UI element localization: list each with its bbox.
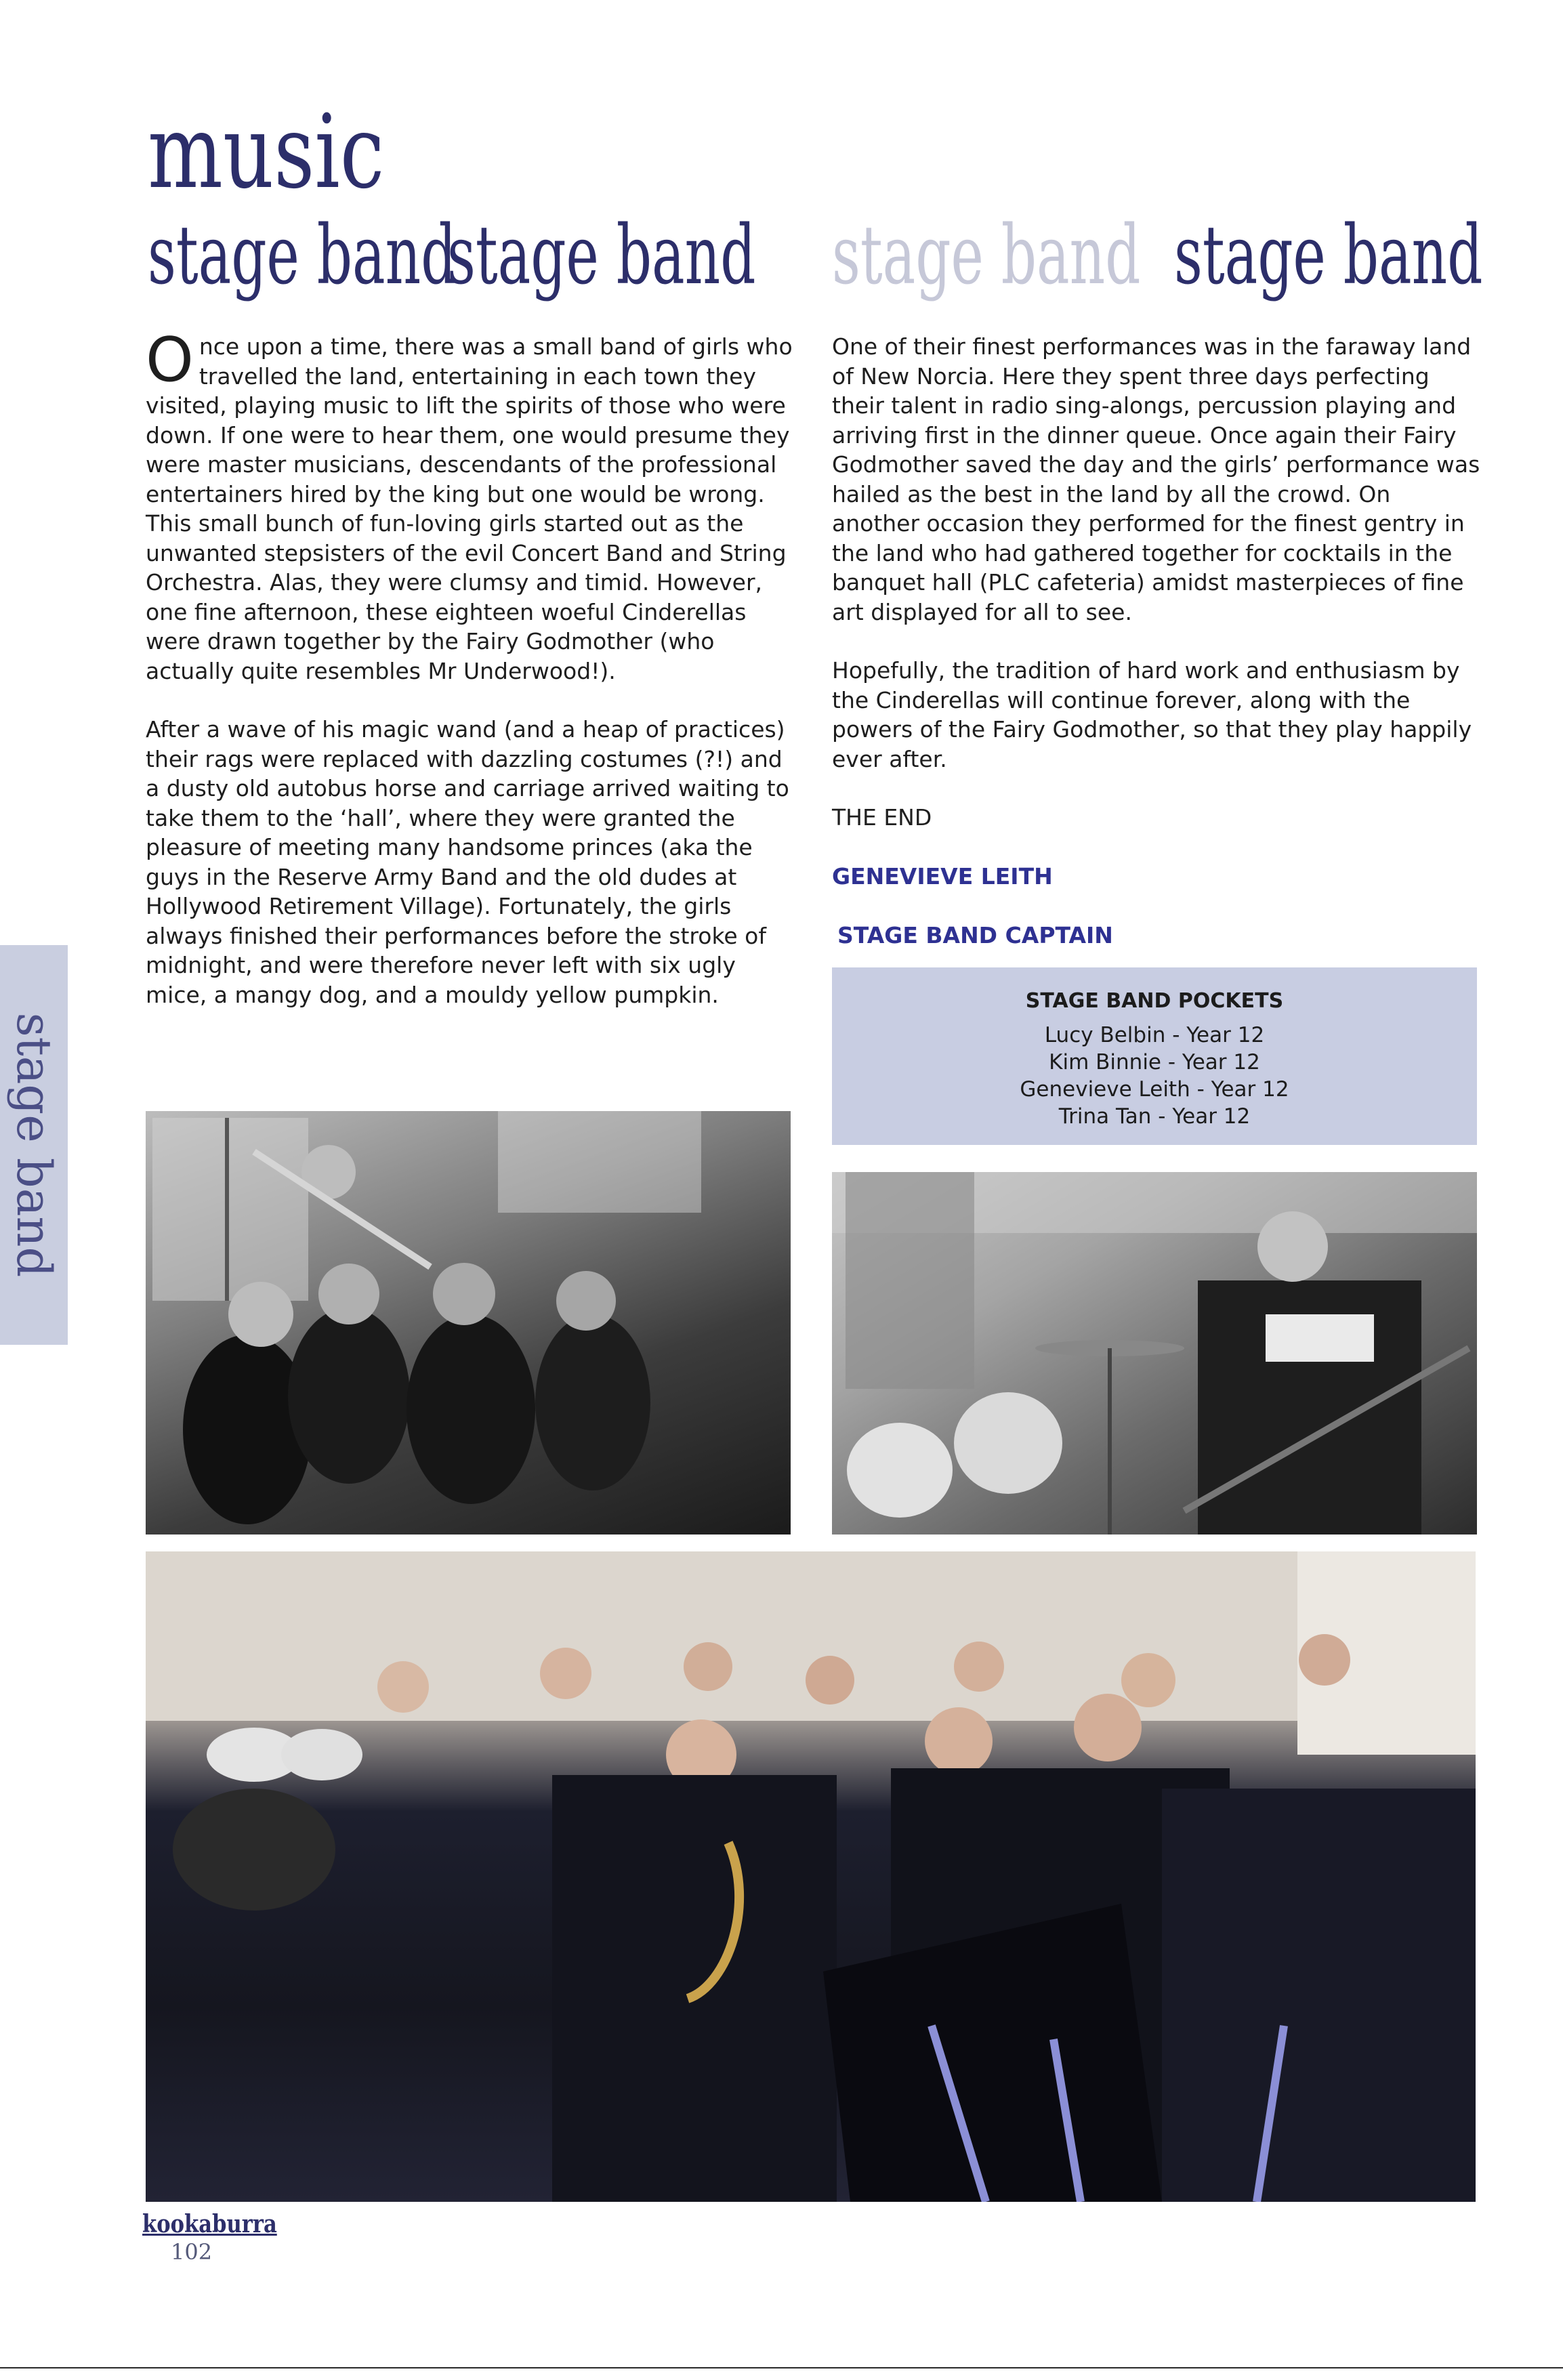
photo-rhythm-section	[832, 1172, 1477, 1535]
section-title: music	[148, 93, 385, 211]
side-tab-text: stage band	[6, 1012, 62, 1278]
article-paragraph: After a wave of his magic wand (and a heap of practices) their rags were replaced with dazzling costumes (?!) and a dusty old autobus horse and carriage arrived waiting to take them to the ‘hall’, where they were granted the pleasure of meeting many handsome princes (aka the guys in the Reserve Army Band and the old dudes at Hollywood Retirement Village). Fortunately, the girls always finished their performances before the stroke of midnight, and were therefore never left with six ugly mice, a mangy dog, and a mouldy yellow pumpkin.	[146, 716, 789, 1008]
photo-horn-section	[146, 1111, 791, 1535]
pocket-name: Trina Tan - Year 12	[1058, 1104, 1251, 1129]
photo-full-band-image	[146, 1551, 1476, 2202]
article-paragraph	[146, 325, 796, 686]
paragraph-text: nce upon a time, there was a small band of girls who travelled the land, entertaining in each town they visited, playing music to lift the spirits of those who were down. If one were to hear them, one would presume they were master musicians, descendants of the professional entertainers hired by the king but one would be wrong. This small bunch of fun-loving girls started out as the unwanted stepsisters of the evil Concert Band and String Orchestra. Alas, they were clumsy and timid. However, one fine afternoon, these eighteen woeful Cinderellas were drawn together by the Fairy Godmother (who actually quite resembles Mr Underwood!).	[146, 333, 793, 684]
side-tab	[0, 945, 68, 1345]
end-text: THE END	[832, 804, 932, 831]
footer-logo: kookaburra	[142, 2210, 277, 2238]
pockets-title: STAGE BAND POCKETS	[1025, 989, 1284, 1013]
banner-word-faint: stage band	[832, 209, 1141, 303]
article-paragraph: One of their finest performances was in the faraway land of New Norcia. Here they spent three days perfecting their talent in radio sing-alongs, percussion playing and arriving first in the dinner queue. Once again their Fairy Godmother saved the day and the girls’ performance was hailed as the best in the land by all the crowd. On another occasion they performed for the finest gentry in the land who had gathered together for cocktails in the banquet hall (PLC cafeteria) amidst masterpieces of fine art displayed for all to see.	[832, 333, 1480, 625]
drop-cap: O	[146, 325, 194, 396]
author-role: STAGE BAND CAPTAIN	[837, 921, 1113, 948]
pocket-name: Kim Binnie - Year 12	[1049, 1050, 1260, 1074]
stage-band-banner	[148, 209, 1483, 317]
article-right-column	[832, 332, 1482, 980]
pockets-box	[832, 967, 1477, 1145]
pocket-name: Lucy Belbin - Year 12	[1044, 1023, 1265, 1047]
author-name: GENEVIEVE LEITH	[832, 862, 1053, 890]
banner-word: stage band	[148, 209, 457, 303]
page-number: 102	[171, 2239, 213, 2265]
article-paragraph: Hopefully, the tradition of hard work and enthusiasm by the Cinderellas will continue forever, along with the powers of the Fairy Godmother, so that they play happily ever after.	[832, 657, 1472, 772]
article-left-column	[146, 325, 796, 1039]
bottom-rule	[0, 2367, 1563, 2368]
photo-horn-section-image	[146, 1111, 791, 1535]
photo-rhythm-section-image	[832, 1172, 1477, 1535]
photo-full-band	[146, 1551, 1476, 2202]
banner-word: stage band	[447, 209, 756, 303]
pocket-name: Genevieve Leith - Year 12	[1020, 1077, 1289, 1102]
banner-word: stage band	[1174, 209, 1483, 303]
